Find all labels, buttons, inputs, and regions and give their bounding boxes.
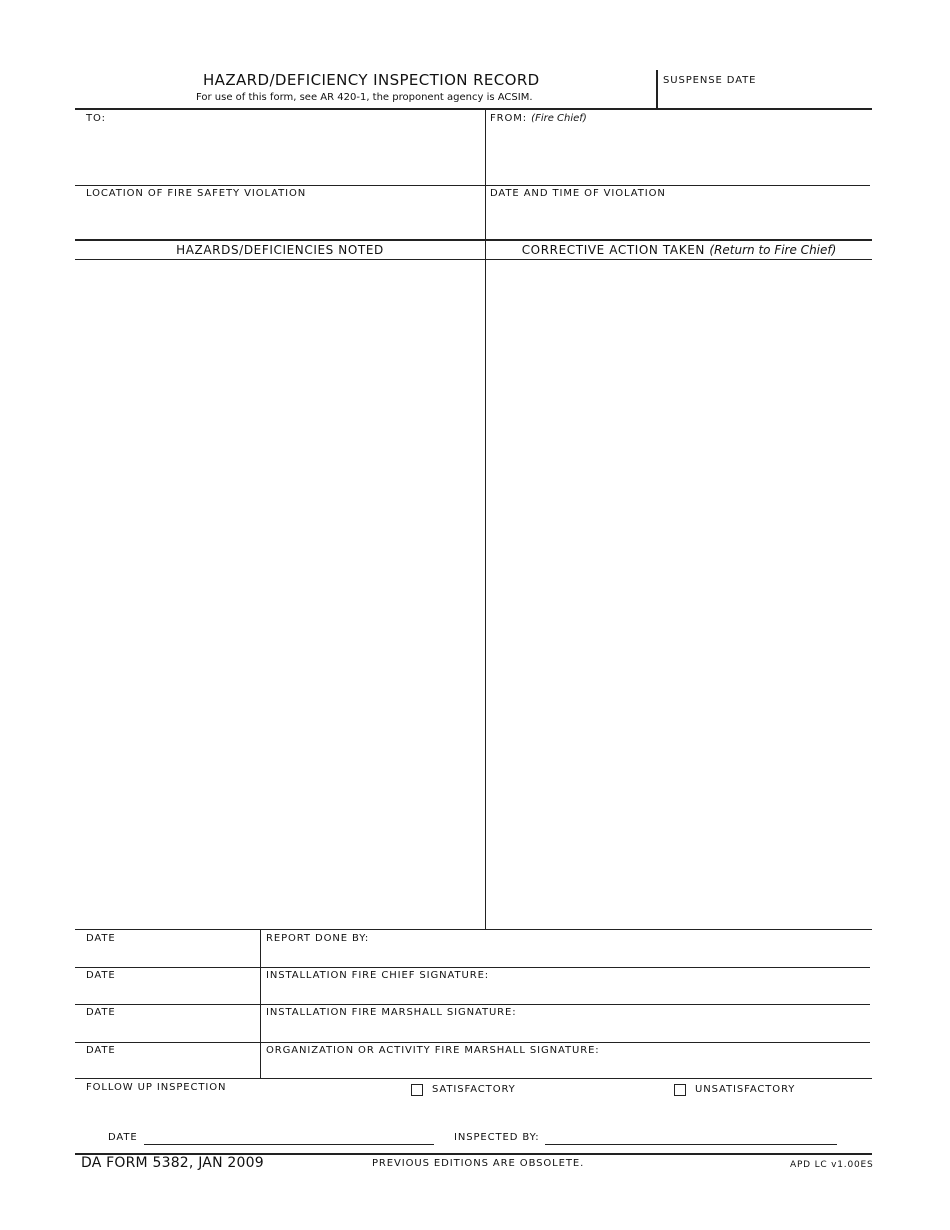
inspected-by-field[interactable] [545, 1128, 837, 1144]
sig-date-field-3[interactable] [78, 1019, 256, 1039]
sig-date-field-4[interactable] [78, 1057, 256, 1076]
org-fire-marshall-signature-label: ORGANIZATION OR ACTIVITY FIRE MARSHALL SIGNATURE: [266, 1045, 600, 1056]
sig-date-label-4: DATE [86, 1045, 116, 1056]
from-hint: (Fire Chief) [531, 113, 587, 124]
version-label: APD LC v1.00ES [790, 1160, 874, 1170]
org-fire-marshall-signature-field[interactable] [263, 1057, 868, 1076]
suspense-date-label: SUSPENSE DATE [663, 75, 757, 86]
columns-top-rule [75, 239, 872, 241]
sig-rule-0 [75, 929, 872, 930]
unsatisfactory-label: UNSATISFACTORY [695, 1084, 796, 1095]
obsolete-notice: PREVIOUS EDITIONS ARE OBSOLETE. [372, 1158, 585, 1169]
fire-chief-signature-field[interactable] [263, 982, 868, 1002]
from-label-text: FROM: [490, 113, 528, 124]
from-label [490, 113, 587, 124]
sig-rule-2 [75, 1004, 870, 1005]
fire-marshall-signature-field[interactable] [263, 1019, 868, 1039]
followup-date-line [144, 1144, 434, 1145]
satisfactory-checkbox[interactable] [411, 1084, 423, 1096]
sig-date-label-3: DATE [86, 1007, 116, 1018]
fire-chief-signature-label: INSTALLATION FIRE CHIEF SIGNATURE: [266, 970, 490, 981]
columns-header-rule [75, 259, 872, 260]
suspense-divider [656, 70, 658, 109]
satisfactory-label: SATISFACTORY [432, 1084, 516, 1095]
to-label: TO: [86, 113, 106, 124]
followup-label: FOLLOW UP INSPECTION [86, 1082, 227, 1093]
row-rule-1 [75, 185, 870, 186]
sig-rule-1 [75, 967, 870, 968]
header-rule [75, 108, 872, 110]
sig-date-label-2: DATE [86, 970, 116, 981]
from-field[interactable] [488, 128, 868, 182]
sig-rule-4 [75, 1078, 872, 1079]
unsatisfactory-checkbox[interactable] [674, 1084, 686, 1096]
followup-date-field[interactable] [144, 1128, 434, 1144]
main-column-divider [485, 240, 486, 929]
fire-marshall-signature-label: INSTALLATION FIRE MARSHALL SIGNATURE: [266, 1007, 517, 1018]
sig-rule-3 [75, 1042, 870, 1043]
inspected-by-label: INSPECTED BY: [454, 1132, 540, 1143]
report-done-by-label: REPORT DONE BY: [266, 933, 370, 944]
followup-date-label: DATE [108, 1132, 138, 1143]
sig-date-label-1: DATE [86, 933, 116, 944]
to-field[interactable] [78, 128, 480, 182]
sig-date-field-1[interactable] [78, 945, 256, 965]
corrective-column-header [486, 243, 872, 257]
corrective-field[interactable] [488, 262, 870, 926]
suspense-date-field[interactable] [660, 88, 868, 106]
form-id: DA FORM 5382, JAN 2009 [81, 1155, 264, 1171]
location-field[interactable] [78, 202, 480, 236]
report-done-by-field[interactable] [263, 945, 868, 965]
top-column-divider [485, 110, 486, 240]
location-label: LOCATION OF FIRE SAFETY VIOLATION [86, 188, 307, 199]
hazards-field[interactable] [78, 262, 482, 926]
inspected-by-line [545, 1144, 837, 1145]
sig-date-field-2[interactable] [78, 982, 256, 1002]
form-subtitle: For use of this form, see AR 420-1, the proponent agency is ACSIM. [196, 92, 533, 103]
datetime-field[interactable] [488, 202, 868, 236]
corrective-header-text: CORRECTIVE ACTION TAKEN [521, 243, 705, 257]
hazards-column-header: HAZARDS/DEFICIENCIES NOTED [176, 243, 384, 257]
datetime-label: DATE AND TIME OF VIOLATION [490, 188, 666, 199]
corrective-header-hint: (Return to Fire Chief) [709, 243, 837, 257]
form-title: HAZARD/DEFICIENCY INSPECTION RECORD [203, 71, 540, 89]
